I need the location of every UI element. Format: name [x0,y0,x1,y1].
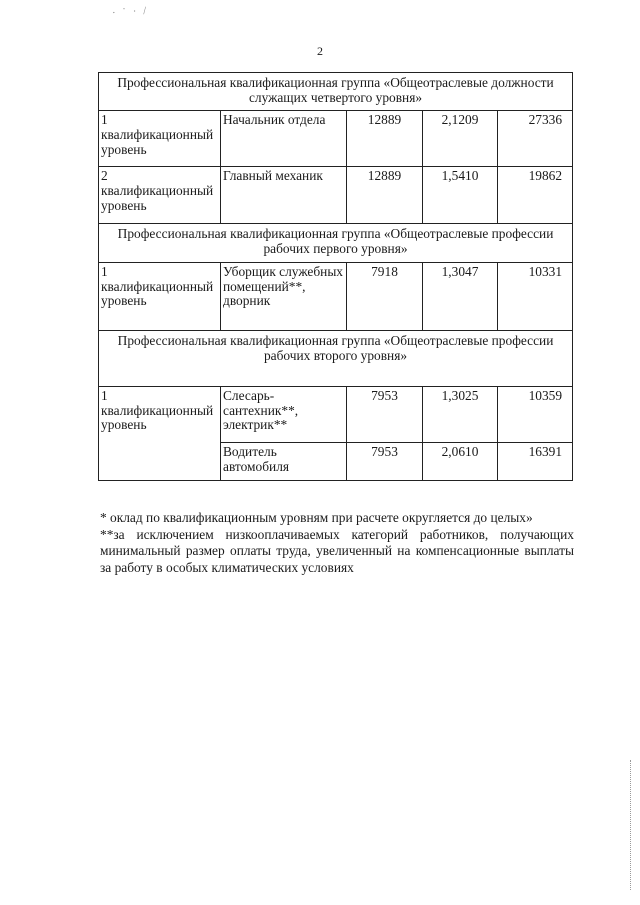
group-header-row [99,73,573,111]
salary-amount: 10359 [498,386,573,442]
qualification-level: 1 квалификационный уровень [99,262,221,330]
salary-amount: 10331 [498,262,573,330]
position-name: Слесарь-сантехник**, электрик** [221,386,347,442]
base-salary: 7953 [347,386,423,442]
base-salary: 12889 [347,111,423,167]
salary-table [98,72,573,481]
group-title: Профессиональная квалификационная группа «Общеотраслевые профессии рабочих второго уровня» [99,330,573,386]
position-name: Начальник отдела [221,111,347,167]
table-row [99,386,573,442]
group-title: Профессиональная квалификационная группа «Общеотраслевые должности служащих четвертого уровня» [99,73,573,111]
page-number: 2 [317,44,323,58]
qualification-level: 1 квалификационный уровень [99,386,221,480]
position-name: Водитель автомобиля [221,442,347,480]
footnotes [100,510,574,576]
coefficient: 1,3047 [423,262,498,330]
footnote-rounding: * оклад по квалификационным уровням при расчете округляется до целых» [100,510,533,525]
coefficient: 1,3025 [423,386,498,442]
base-salary: 7953 [347,442,423,480]
coefficient: 1,5410 [423,167,498,224]
position-name: Главный механик [221,167,347,224]
qualification-level: 2 квалификационный уровень [99,167,221,224]
scan-mark: · ˙ · / [111,4,149,20]
position-name: Уборщик служебных помещений**, дворник [221,262,347,330]
footnote-exclusion: **за исключением низкооплачиваемых категорий работников, получающих минимальный размер оплаты труда, увеличенный на компенсационные выплаты за работу в особых климатических условиях [100,526,574,575]
qualification-level: 1 квалификационный уровень [99,111,221,167]
table-row [99,111,573,167]
salary-amount: 27336 [498,111,573,167]
group-header-row [99,224,573,262]
group-header-row [99,330,573,386]
base-salary: 12889 [347,167,423,224]
salary-amount: 19862 [498,167,573,224]
salary-amount: 16391 [498,442,573,480]
coefficient: 2,0610 [423,442,498,480]
table-row [99,167,573,224]
table-row [99,262,573,330]
coefficient: 2,1209 [423,111,498,167]
scan-edge-dots [630,760,633,890]
group-title: Профессиональная квалификационная группа «Общеотраслевые профессии рабочих первого уровня» [99,224,573,262]
base-salary: 7918 [347,262,423,330]
